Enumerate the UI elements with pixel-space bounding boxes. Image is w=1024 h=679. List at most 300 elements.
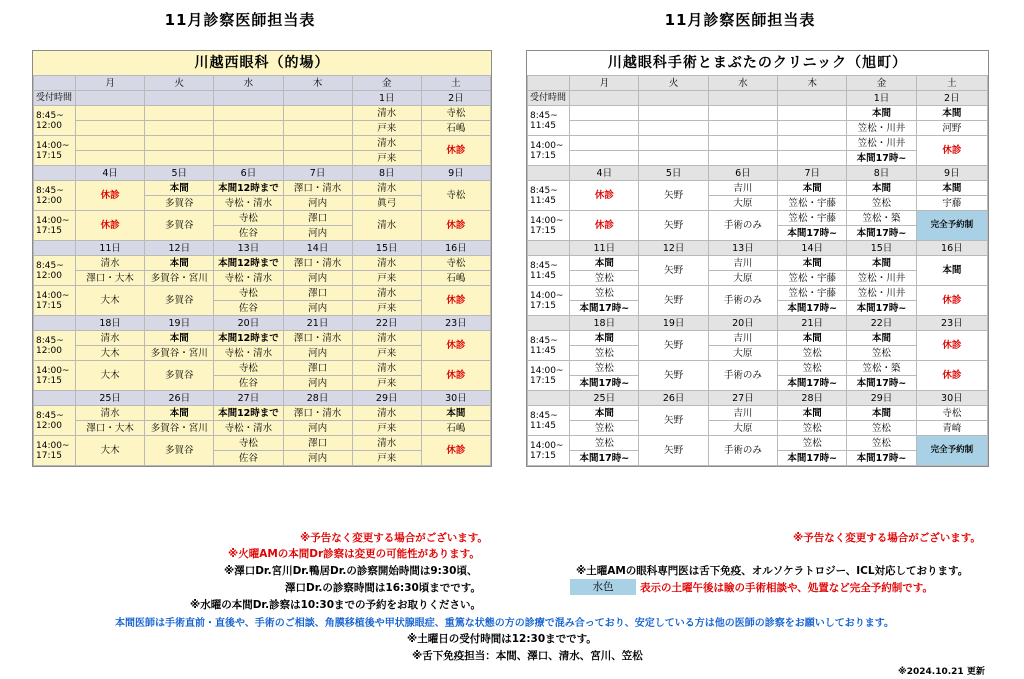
schedule-cell xyxy=(214,121,283,136)
am-time-label: 8:45~ 11:45 xyxy=(528,106,570,136)
day-name-1: 火 xyxy=(639,76,708,91)
schedule-cell: 大木 xyxy=(76,346,145,361)
schedule-cell: 笠松・築 xyxy=(847,361,916,376)
schedule-cell xyxy=(283,136,352,151)
schedule-cell: 多賀谷 xyxy=(145,361,214,391)
schedule-cell: 笠松 xyxy=(778,421,847,436)
schedule-cell: 笠松 xyxy=(778,346,847,361)
schedule-cell: 本間17時~ xyxy=(570,451,639,466)
date-cell: 19日 xyxy=(639,316,708,331)
schedule-cell xyxy=(639,106,708,121)
schedule-cell: 戸来 xyxy=(352,376,421,391)
schedule-cell: 戸来 xyxy=(352,421,421,436)
date-cell: 7日 xyxy=(283,166,352,181)
schedule-cell: 本間12時まで xyxy=(214,406,283,421)
schedule-cell: 清水 xyxy=(76,256,145,271)
schedule-cell: 本間 xyxy=(916,106,987,121)
schedule-cell: 眞弓 xyxy=(352,196,421,211)
date-cell: 21日 xyxy=(283,316,352,331)
schedule-cell: 本間17時~ xyxy=(847,451,916,466)
schedule-cell: 本間 xyxy=(778,406,847,421)
schedule-cell: 矢野 xyxy=(639,361,708,391)
day-name-3: 木 xyxy=(778,76,847,91)
date-cell: 16日 xyxy=(421,241,490,256)
schedule-cell: 本間 xyxy=(847,406,916,421)
schedule-cell: 休診 xyxy=(421,331,490,361)
reception-label: 受付時間 xyxy=(34,91,76,106)
date-cell: 29日 xyxy=(847,391,916,406)
schedule-cell: 大原 xyxy=(708,346,777,361)
am-time-label: 8:45~ 12:00 xyxy=(34,181,76,211)
schedule-cell: 本間 xyxy=(778,181,847,196)
date-cell: 9日 xyxy=(421,166,490,181)
schedule-cell: 笠松 xyxy=(847,436,916,451)
schedule-cell: 本間 xyxy=(847,106,916,121)
date-cell xyxy=(145,91,214,106)
schedule-cell: 本間17時~ xyxy=(570,301,639,316)
schedule-cell: 本間 xyxy=(570,406,639,421)
am-time-label: 8:45~ 12:00 xyxy=(34,256,76,286)
schedule-cell: 澤口・清水 xyxy=(283,406,352,421)
date-cell: 5日 xyxy=(145,166,214,181)
am-time-label: 8:45~ 12:00 xyxy=(34,331,76,361)
schedule-cell xyxy=(76,136,145,151)
date-cell: 6日 xyxy=(214,166,283,181)
right-schedule-panel xyxy=(526,50,989,467)
date-cell: 14日 xyxy=(778,241,847,256)
date-cell: 12日 xyxy=(639,241,708,256)
date-cell: 8日 xyxy=(847,166,916,181)
schedule-cell: 澤口・清水 xyxy=(283,256,352,271)
date-cell: 18日 xyxy=(570,316,639,331)
date-cell: 21日 xyxy=(778,316,847,331)
tuesday-note: ※火曜AMの本間Dr診察は変更の可能性があります。 xyxy=(228,548,480,560)
date-cell: 22日 xyxy=(847,316,916,331)
schedule-cell: 休診 xyxy=(916,286,987,316)
schedule-cell: 本間 xyxy=(847,256,916,271)
legend-swatch: 水色 xyxy=(570,579,636,595)
schedule-cell xyxy=(778,136,847,151)
schedule-cell: 多賀谷・宮川 xyxy=(145,421,214,436)
schedule-cell xyxy=(145,151,214,166)
schedule-cell: 笠松 xyxy=(847,421,916,436)
schedule-cell: 本間17時~ xyxy=(778,376,847,391)
schedule-cell: 休診 xyxy=(916,361,987,391)
schedule-cell: 手術のみ xyxy=(708,286,777,316)
blank-header xyxy=(34,76,76,91)
date-cell: 13日 xyxy=(214,241,283,256)
pm-time-label: 14:00~ 17:15 xyxy=(34,361,76,391)
schedule-cell: 本間17時~ xyxy=(778,301,847,316)
schedule-cell: 休診 xyxy=(916,136,987,166)
schedule-cell: 多賀谷・宮川 xyxy=(145,346,214,361)
schedule-cell: 笠松・川井 xyxy=(847,136,916,151)
schedule-cell: 本間 xyxy=(916,256,987,286)
schedule-cell: 河内 xyxy=(283,226,352,241)
schedule-cell: 本間 xyxy=(145,181,214,196)
day-name-2: 水 xyxy=(708,76,777,91)
schedule-cell: 本間 xyxy=(847,331,916,346)
schedule-cell: 本間 xyxy=(145,331,214,346)
date-cell: 7日 xyxy=(778,166,847,181)
schedule-cell: 休診 xyxy=(421,436,490,466)
schedule-cell: 戸来 xyxy=(352,301,421,316)
schedule-cell xyxy=(214,136,283,151)
date-cell: 13日 xyxy=(708,241,777,256)
schedule-cell: 手術のみ xyxy=(708,436,777,466)
updated-date: ※2024.10.21 更新 xyxy=(898,667,985,677)
schedule-cell: 笠松 xyxy=(570,286,639,301)
schedule-cell: 多賀谷 xyxy=(145,211,214,241)
date-cell: 11日 xyxy=(570,241,639,256)
pm-time-label: 14:00~ 17:15 xyxy=(528,286,570,316)
date-cell: 4日 xyxy=(76,166,145,181)
wednesday-note: ※水曜の本間Dr.診察は10:30までの予約をお取りください。 xyxy=(190,599,482,611)
schedule-cell: 澤口 xyxy=(283,361,352,376)
schedule-cell: 笠松・宇藤 xyxy=(778,271,847,286)
schedule-cell: 寺松・清水 xyxy=(214,271,283,286)
schedule-cell: 河内 xyxy=(283,271,352,286)
date-row-spacer xyxy=(34,241,76,256)
pm-time-label: 14:00~ 17:15 xyxy=(528,361,570,391)
date-cell xyxy=(76,91,145,106)
schedule-cell: 大木 xyxy=(76,436,145,466)
schedule-cell: 矢野 xyxy=(639,406,708,436)
schedule-cell xyxy=(570,136,639,151)
schedule-cell: 河内 xyxy=(283,196,352,211)
pm-time-label: 14:00~ 17:15 xyxy=(528,211,570,241)
day-name-5: 土 xyxy=(421,76,490,91)
schedule-cell xyxy=(778,151,847,166)
left-page-title: 11月診察医師担当表 xyxy=(164,11,316,29)
date-cell: 28日 xyxy=(283,391,352,406)
schedule-cell xyxy=(639,151,708,166)
schedule-cell: 笠松・宇藤 xyxy=(778,196,847,211)
am-time-label: 8:45~ 12:00 xyxy=(34,406,76,436)
schedule-cell: 大原 xyxy=(708,196,777,211)
schedule-cell: 清水 xyxy=(352,256,421,271)
schedule-cell: 本間12時まで xyxy=(214,181,283,196)
schedule-cell: 本間17時~ xyxy=(847,301,916,316)
saturday-reception-note: ※土曜日の受付時間は12:30までです。 xyxy=(407,633,597,645)
sublingual-note: ※舌下免疫担当：本間、澤口、清水、宮川、笠松 xyxy=(412,650,643,662)
schedule-cell: 吉川 xyxy=(708,256,777,271)
date-cell: 30日 xyxy=(916,391,987,406)
schedule-cell: 澤口 xyxy=(283,436,352,451)
schedule-cell: 澤口 xyxy=(283,286,352,301)
schedule-cell: 笠松 xyxy=(570,346,639,361)
date-cell: 29日 xyxy=(352,391,421,406)
schedule-cell: 清水 xyxy=(76,406,145,421)
date-cell: 23日 xyxy=(916,316,987,331)
date-cell xyxy=(570,91,639,106)
am-time-label: 8:45~ 11:45 xyxy=(528,331,570,361)
schedule-cell: 寺松 xyxy=(421,256,490,271)
schedule-cell: 笠松・築 xyxy=(847,211,916,226)
date-cell: 25日 xyxy=(570,391,639,406)
date-cell: 23日 xyxy=(421,316,490,331)
date-cell: 22日 xyxy=(352,316,421,331)
schedule-cell: 河野 xyxy=(916,121,987,136)
schedule-cell: 本間 xyxy=(421,406,490,421)
schedule-cell: 清水 xyxy=(352,181,421,196)
date-cell: 15日 xyxy=(847,241,916,256)
schedule-cell xyxy=(214,106,283,121)
schedule-cell xyxy=(145,106,214,121)
schedule-cell: 休診 xyxy=(916,331,987,361)
date-row-spacer xyxy=(34,391,76,406)
date-cell: 20日 xyxy=(214,316,283,331)
schedule-cell: 多賀谷・宮川 xyxy=(145,271,214,286)
schedule-cell: 清水 xyxy=(352,361,421,376)
schedule-cell: 休診 xyxy=(421,286,490,316)
schedule-cell: 大木 xyxy=(76,361,145,391)
pm-time-label: 14:00~ 17:15 xyxy=(34,136,76,166)
schedule-cell: 寺松・清水 xyxy=(214,421,283,436)
date-cell: 1日 xyxy=(352,91,421,106)
schedule-cell: 寺松 xyxy=(916,406,987,421)
schedule-cell: 大木 xyxy=(76,286,145,316)
day-name-3: 木 xyxy=(283,76,352,91)
schedule-cell: 寺松・清水 xyxy=(214,196,283,211)
schedule-cell: 寺松・清水 xyxy=(214,346,283,361)
date-cell: 30日 xyxy=(421,391,490,406)
reception-label: 受付時間 xyxy=(528,91,570,106)
schedule-cell: 本間 xyxy=(778,331,847,346)
date-cell: 25日 xyxy=(76,391,145,406)
schedule-cell: 佐谷 xyxy=(214,376,283,391)
schedule-cell xyxy=(639,136,708,151)
date-cell: 2日 xyxy=(916,91,987,106)
schedule-cell xyxy=(708,136,777,151)
schedule-cell: 本間12時まで xyxy=(214,256,283,271)
schedule-cell: 河内 xyxy=(283,451,352,466)
date-cell: 18日 xyxy=(76,316,145,331)
schedule-cell: 完全予約制 xyxy=(916,436,987,466)
date-cell: 5日 xyxy=(639,166,708,181)
schedule-cell: 手術のみ xyxy=(708,361,777,391)
schedule-cell xyxy=(708,151,777,166)
schedule-cell xyxy=(283,106,352,121)
schedule-cell: 矢野 xyxy=(639,331,708,361)
schedule-cell: 本間17時~ xyxy=(778,226,847,241)
schedule-cell: 笠松 xyxy=(778,361,847,376)
schedule-cell: 休診 xyxy=(570,211,639,241)
date-row-spacer xyxy=(528,166,570,181)
pm-time-label: 14:00~ 17:15 xyxy=(528,436,570,466)
schedule-cell xyxy=(283,121,352,136)
schedule-cell: 本間17時~ xyxy=(570,376,639,391)
date-cell: 12日 xyxy=(145,241,214,256)
date-row-spacer xyxy=(528,241,570,256)
schedule-cell: 矢野 xyxy=(639,181,708,211)
day-name-0: 月 xyxy=(76,76,145,91)
schedule-cell: 本間17時~ xyxy=(847,151,916,166)
schedule-cell: 佐谷 xyxy=(214,451,283,466)
date-cell: 11日 xyxy=(76,241,145,256)
schedule-cell xyxy=(145,136,214,151)
schedule-cell: 矢野 xyxy=(639,436,708,466)
schedule-cell: 吉川 xyxy=(708,331,777,346)
day-name-4: 金 xyxy=(847,76,916,91)
schedule-cell xyxy=(145,121,214,136)
schedule-cell xyxy=(76,121,145,136)
schedule-cell: 河内 xyxy=(283,301,352,316)
start-time-note-2: 澤口Dr.の診察時間は16:30頃までです。 xyxy=(285,582,481,594)
schedule-cell: 河内 xyxy=(283,376,352,391)
schedule-cell: 本間17時~ xyxy=(847,376,916,391)
right-clinic-name: 川越眼科手術とまぶたのクリニック（旭町） xyxy=(527,51,988,75)
schedule-cell: 本間 xyxy=(778,256,847,271)
pm-time-label: 14:00~ 17:15 xyxy=(34,286,76,316)
date-cell: 16日 xyxy=(916,241,987,256)
am-time-label: 8:45~ 11:45 xyxy=(528,256,570,286)
day-name-2: 水 xyxy=(214,76,283,91)
schedule-cell: 澤口・大木 xyxy=(76,271,145,286)
day-name-4: 金 xyxy=(352,76,421,91)
saturday-specialist-note: ※土曜AMの眼科専門医は舌下免疫、オルソケラトロジー、ICL対応しております。 xyxy=(576,565,969,577)
schedule-cell: 手術のみ xyxy=(708,211,777,241)
schedule-cell xyxy=(570,151,639,166)
schedule-cell: 休診 xyxy=(76,211,145,241)
schedule-cell: 休診 xyxy=(76,181,145,211)
date-cell: 8日 xyxy=(352,166,421,181)
am-time-label: 8:45~ 11:45 xyxy=(528,181,570,211)
right-schedule-table xyxy=(527,75,988,466)
schedule-cell: 寺松 xyxy=(214,361,283,376)
blank-header xyxy=(528,76,570,91)
schedule-cell: 寺松 xyxy=(214,286,283,301)
schedule-cell: 笠松・川井 xyxy=(847,286,916,301)
date-cell: 27日 xyxy=(708,391,777,406)
left-schedule-table xyxy=(33,75,491,466)
schedule-cell: 戸来 xyxy=(352,451,421,466)
schedule-cell: 笠松 xyxy=(570,421,639,436)
schedule-cell: 多賀谷 xyxy=(145,436,214,466)
schedule-cell: 吉川 xyxy=(708,406,777,421)
schedule-cell: 青崎 xyxy=(916,421,987,436)
schedule-cell: 清水 xyxy=(352,106,421,121)
schedule-cell xyxy=(214,151,283,166)
schedule-cell xyxy=(283,151,352,166)
legend-text: 表示の土曜午後は瞼の手術相談や、処置など完全予約制です。 xyxy=(640,582,933,594)
schedule-cell xyxy=(639,121,708,136)
schedule-cell: 河内 xyxy=(283,346,352,361)
schedule-cell: 戸来 xyxy=(352,121,421,136)
schedule-cell: 澤口・清水 xyxy=(283,181,352,196)
schedule-cell: 寺松 xyxy=(421,106,490,121)
schedule-cell xyxy=(778,121,847,136)
schedule-cell: 清水 xyxy=(352,406,421,421)
schedule-cell: 笠松 xyxy=(570,436,639,451)
schedule-cell: 笠松・宇藤 xyxy=(778,286,847,301)
schedule-cell: 本間 xyxy=(145,256,214,271)
date-cell: 2日 xyxy=(421,91,490,106)
date-cell: 9日 xyxy=(916,166,987,181)
schedule-cell: 笠松 xyxy=(847,196,916,211)
schedule-cell: 大原 xyxy=(708,421,777,436)
schedule-cell: 本間17時~ xyxy=(847,226,916,241)
date-row-spacer xyxy=(34,166,76,181)
date-row-spacer xyxy=(34,316,76,331)
schedule-cell: 多賀谷 xyxy=(145,286,214,316)
schedule-cell: 休診 xyxy=(421,211,490,241)
right-change-note: ※予告なく変更する場合がございます。 xyxy=(793,532,981,544)
schedule-cell: 戸来 xyxy=(352,346,421,361)
schedule-cell: 戸来 xyxy=(352,151,421,166)
date-cell: 14日 xyxy=(283,241,352,256)
schedule-cell: 清水 xyxy=(352,136,421,151)
schedule-cell: 矢野 xyxy=(639,256,708,286)
date-cell: 20日 xyxy=(708,316,777,331)
schedule-cell: 清水 xyxy=(352,211,421,241)
date-cell: 27日 xyxy=(214,391,283,406)
schedule-cell: 河内 xyxy=(283,421,352,436)
schedule-cell: 石嶋 xyxy=(421,271,490,286)
schedule-cell xyxy=(708,121,777,136)
schedule-cell xyxy=(708,106,777,121)
date-cell: 6日 xyxy=(708,166,777,181)
schedule-cell: 寺松 xyxy=(421,181,490,211)
schedule-cell: 本間17時~ xyxy=(778,451,847,466)
schedule-cell: 笠松・川井 xyxy=(847,121,916,136)
schedule-cell xyxy=(778,106,847,121)
schedule-cell: 清水 xyxy=(352,286,421,301)
schedule-cell: 矢野 xyxy=(639,211,708,241)
pm-time-label: 14:00~ 17:15 xyxy=(34,436,76,466)
left-schedule-panel xyxy=(32,50,492,467)
schedule-cell: 本間 xyxy=(145,406,214,421)
schedule-cell: 休診 xyxy=(421,136,490,166)
schedule-cell: 笠松・宇藤 xyxy=(778,211,847,226)
start-time-note-1: ※澤口Dr.宮川Dr.鴨居Dr.の診察開始時間は9:30頃、 xyxy=(224,565,478,577)
schedule-cell xyxy=(76,106,145,121)
pm-time-label: 14:00~ 17:15 xyxy=(528,136,570,166)
date-cell xyxy=(708,91,777,106)
schedule-cell: 清水 xyxy=(76,331,145,346)
schedule-cell: 澤口・大木 xyxy=(76,421,145,436)
left-change-note: ※予告なく変更する場合がございます。 xyxy=(300,532,488,544)
schedule-cell: 笠松 xyxy=(847,346,916,361)
schedule-cell xyxy=(570,106,639,121)
schedule-cell: 本間 xyxy=(570,256,639,271)
schedule-cell: 本間 xyxy=(570,331,639,346)
schedule-cell: 吉川 xyxy=(708,181,777,196)
schedule-cell: 石嶋 xyxy=(421,121,490,136)
schedule-cell: 多賀谷 xyxy=(145,196,214,211)
schedule-cell: 清水 xyxy=(352,436,421,451)
date-row-spacer xyxy=(528,391,570,406)
date-row-spacer xyxy=(528,316,570,331)
day-name-0: 月 xyxy=(570,76,639,91)
date-cell xyxy=(639,91,708,106)
day-name-5: 土 xyxy=(916,76,987,91)
date-cell: 1日 xyxy=(847,91,916,106)
date-cell: 26日 xyxy=(145,391,214,406)
date-cell: 15日 xyxy=(352,241,421,256)
date-cell: 19日 xyxy=(145,316,214,331)
honma-note: 本間医師は手術直前・直後や、手術のご相談、角膜移植後や甲状腺眼症、重篤な状態の方の診療で混み合っており、安定している方は他の医師の診察をお願いしております。 xyxy=(115,618,894,629)
schedule-cell: 清水 xyxy=(352,331,421,346)
schedule-cell: 寺松 xyxy=(214,436,283,451)
schedule-cell: 戸来 xyxy=(352,271,421,286)
schedule-cell: 宇藤 xyxy=(916,196,987,211)
left-clinic-name: 川越西眼科（的場） xyxy=(33,51,491,75)
schedule-cell: 笠松 xyxy=(570,271,639,286)
date-cell: 28日 xyxy=(778,391,847,406)
schedule-cell: 佐谷 xyxy=(214,301,283,316)
schedule-cell: 澤口・清水 xyxy=(283,331,352,346)
